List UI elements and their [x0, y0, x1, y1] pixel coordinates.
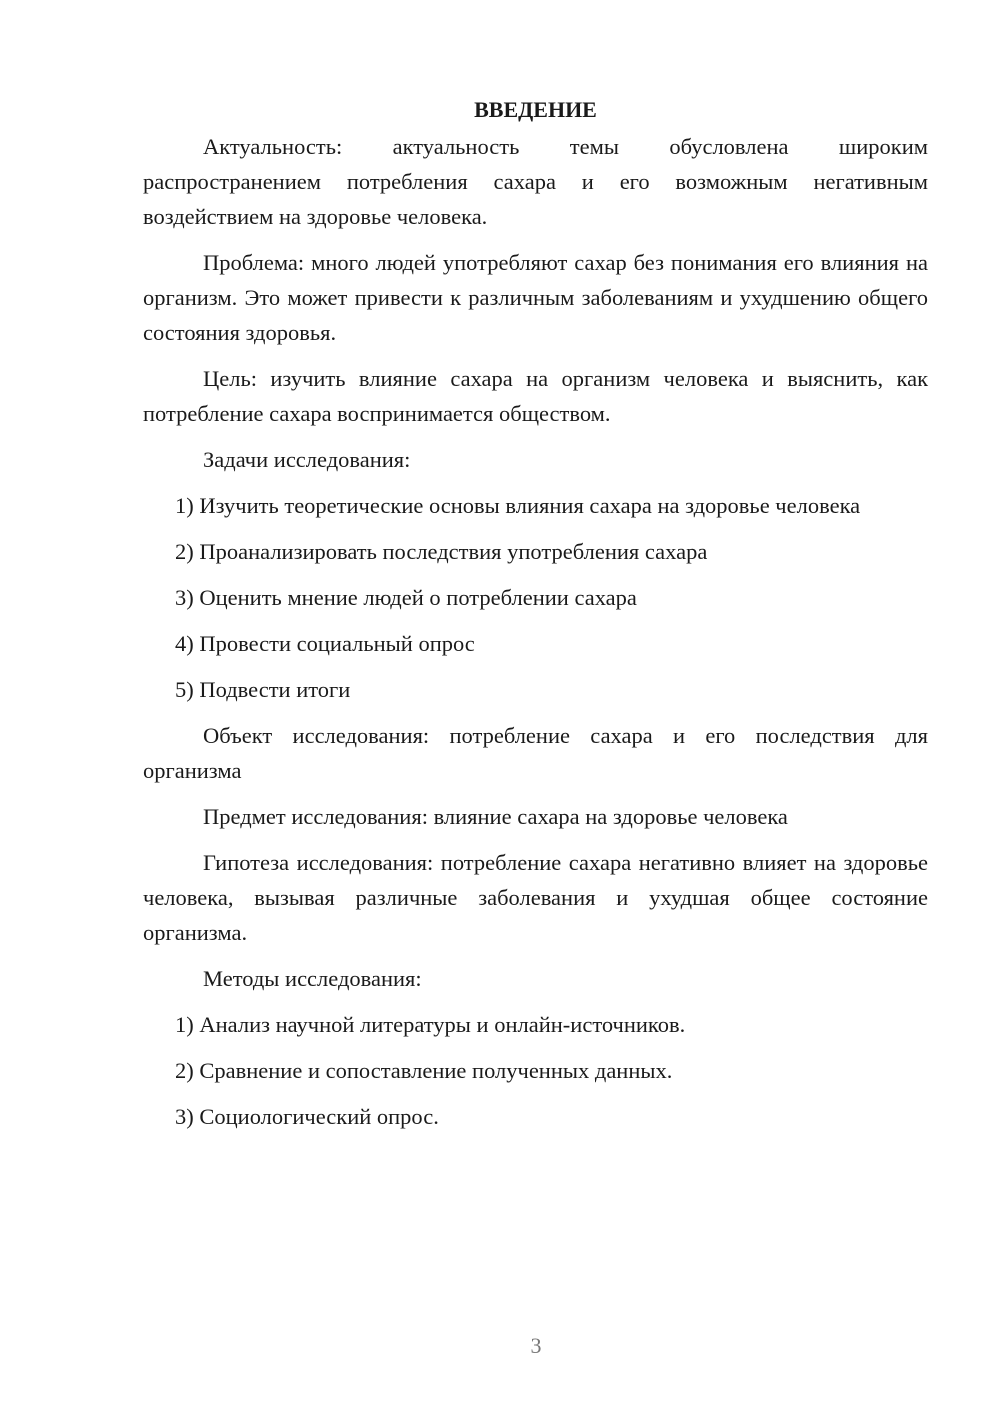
paragraph-tasks-heading: Задачи исследования:	[203, 447, 411, 472]
list-item-method-2: 2) Сравнение и сопоставление полученных данных.	[175, 1058, 673, 1083]
paragraph-relevance: Актуальность: актуальность темы обусловлена широким распространением потребления сахара и его возможным негативным воздействием на здоровье человека.	[143, 134, 928, 229]
paragraph-hypothesis: Гипотеза исследования: потребление сахара негативно влияет на здоровье человека, вызывая различные заболевания и ухудшая общее состояние организма.	[143, 850, 928, 945]
list-item-task-2: 2) Проанализировать последствия употребления сахара	[175, 539, 708, 564]
paragraph-object: Объект исследования: потребление сахара и его последствия для организма	[143, 723, 928, 783]
list-item-method-3: 3) Социологический опрос.	[175, 1104, 439, 1129]
paragraph-methods-heading: Методы исследования:	[203, 966, 422, 991]
list-item-task-1: 1) Изучить теоретические основы влияния сахара на здоровье человека	[175, 493, 861, 518]
list-item-task-5: 5) Подвести итоги	[175, 677, 351, 702]
list-item-method-1: 1) Анализ научной литературы и онлайн-источников.	[175, 1012, 686, 1037]
paragraph-goal: Цель: изучить влияние сахара на организм человека и выяснить, как потребление сахара воспринимается обществом.	[143, 366, 928, 426]
section-title: ВВЕДЕНИЕ	[474, 97, 597, 122]
document-body	[143, 92, 928, 1134]
list-item-task-4: 4) Провести социальный опрос	[175, 631, 475, 656]
list-item-task-3: 3) Оценить мнение людей о потреблении сахара	[175, 585, 637, 610]
page-number: 3	[530, 1333, 542, 1358]
paragraph-problem: Проблема: много людей употребляют сахар без понимания его влияния на организм. Это может привести к различным заболеваниям и ухудшению общего состояния здоровья.	[143, 250, 928, 345]
paragraph-subject: Предмет исследования: влияние сахара на здоровье человека	[203, 804, 788, 829]
